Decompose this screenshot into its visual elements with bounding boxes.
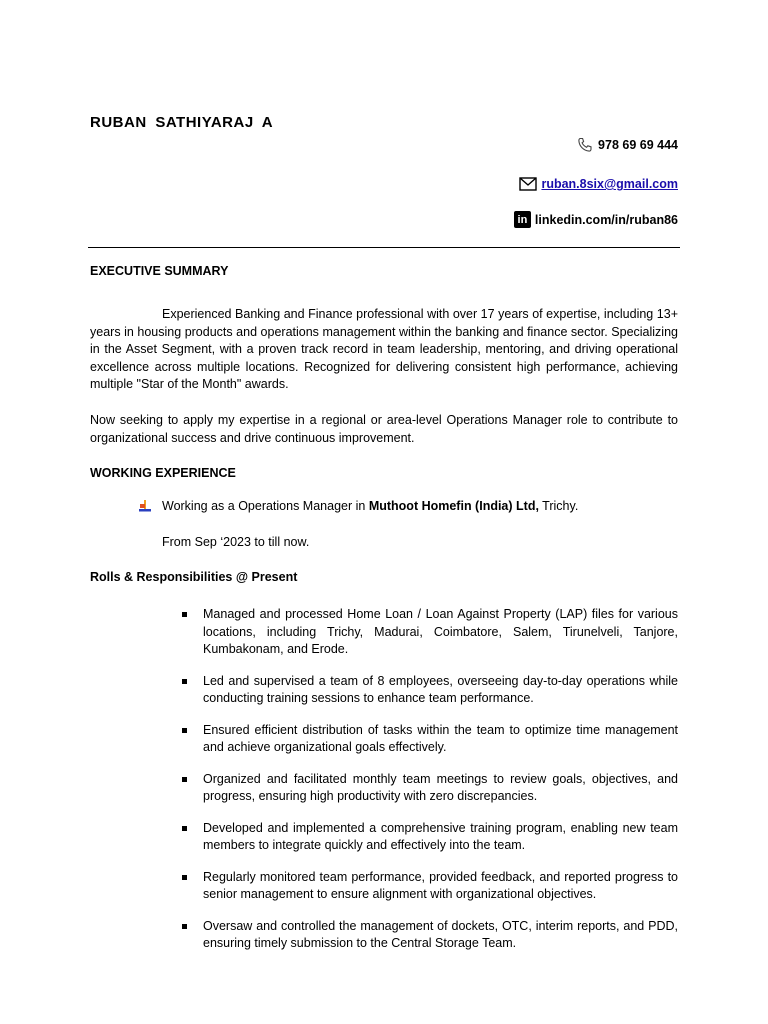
summary-paragraph-2: Now seeking to apply my expertise in a regional or area-level Operations Manager role to contribute to organizational success and drive continuous improvement. bbox=[90, 413, 678, 445]
linkedin-icon: in bbox=[514, 211, 531, 228]
list-item-text: Ensured efficient distribution of tasks within the team to optimize time management and achieve organizational goals effectively. bbox=[203, 722, 678, 754]
list-item bbox=[180, 673, 678, 708]
square-bullet-icon bbox=[182, 875, 187, 880]
square-bullet-icon bbox=[182, 924, 187, 929]
summary-paragraph-1: Experienced Banking and Finance professional with over 17 years of expertise, including 13+ years in housing products and operations management within the banking and finance sector. Specializing in the Asset Segment, with a proven track record in team leadership, mentoring, and driving operational excellence across multiple locations. Recognized for delivering consistent high performance, achieving multiple "Star of the Month" awards. bbox=[90, 307, 678, 391]
square-bullet-icon bbox=[182, 679, 187, 684]
responsibilities-list bbox=[180, 606, 678, 967]
job-period: From Sep ‘2023 to till now. bbox=[162, 535, 310, 549]
square-bullet-icon bbox=[182, 612, 187, 617]
list-item bbox=[180, 820, 678, 855]
square-bullet-icon bbox=[182, 777, 187, 782]
list-item-text: Managed and processed Home Loan / Loan Against Property (LAP) files for various locations, including Trichy, Madurai, Coimbatore, Salem, Tirunelveli, Tanjore, Kumbakonam, and Erode. bbox=[203, 607, 678, 656]
job-description bbox=[162, 499, 578, 513]
responsibilities-heading: Rolls & Responsibilities @ Present bbox=[90, 570, 298, 584]
envelope-icon bbox=[519, 176, 537, 192]
list-item-text: Led and supervised a team of 8 employees, overseeing day-to-day operations while conducting training sessions to enhance team performance. bbox=[203, 673, 678, 705]
phone-number: 978 69 69 444 bbox=[598, 138, 678, 152]
flag-bullet-icon bbox=[138, 499, 152, 513]
working-experience-heading: WORKING EXPERIENCE bbox=[90, 466, 236, 480]
job-suffix: Trichy. bbox=[538, 499, 579, 513]
phone-icon bbox=[576, 137, 594, 153]
phone-contact bbox=[576, 137, 678, 153]
job-prefix: Working as a Operations Manager in bbox=[162, 499, 369, 513]
list-item-text: Regularly monitored team performance, provided feedback, and reported progress to senior management to ensure alignment with organizational objectives. bbox=[203, 869, 678, 901]
candidate-name: RUBAN SATHIYARAJ A bbox=[90, 114, 274, 131]
list-item-text: Oversaw and controlled the management of dockets, OTC, interim reports, and PDD, ensuring timely submission to the Central Storage Team. bbox=[203, 918, 678, 950]
header-divider bbox=[88, 247, 680, 248]
list-item bbox=[180, 869, 678, 904]
square-bullet-icon bbox=[182, 826, 187, 831]
list-item-text: Organized and facilitated monthly team meetings to review goals, objectives, and progress, ensuring high productivity with zero discrepancies. bbox=[203, 771, 678, 803]
linkedin-contact bbox=[514, 211, 678, 228]
job-entry bbox=[138, 499, 578, 513]
list-item bbox=[180, 722, 678, 757]
company-name: Muthoot Homefin (India) Ltd, bbox=[368, 499, 539, 513]
square-bullet-icon bbox=[182, 728, 187, 733]
linkedin-url[interactable]: linkedin.com/in/ruban86 bbox=[534, 212, 678, 227]
list-item bbox=[180, 918, 678, 953]
list-item-text: Developed and implemented a comprehensive training program, enabling new team members to integrate quickly and effectively into the team. bbox=[203, 820, 678, 852]
email-link[interactable]: ruban.8six@gmail.com bbox=[541, 177, 678, 191]
executive-summary-heading: EXECUTIVE SUMMARY bbox=[90, 264, 229, 278]
email-contact bbox=[519, 176, 678, 192]
list-item bbox=[180, 771, 678, 806]
list-item bbox=[180, 606, 678, 659]
